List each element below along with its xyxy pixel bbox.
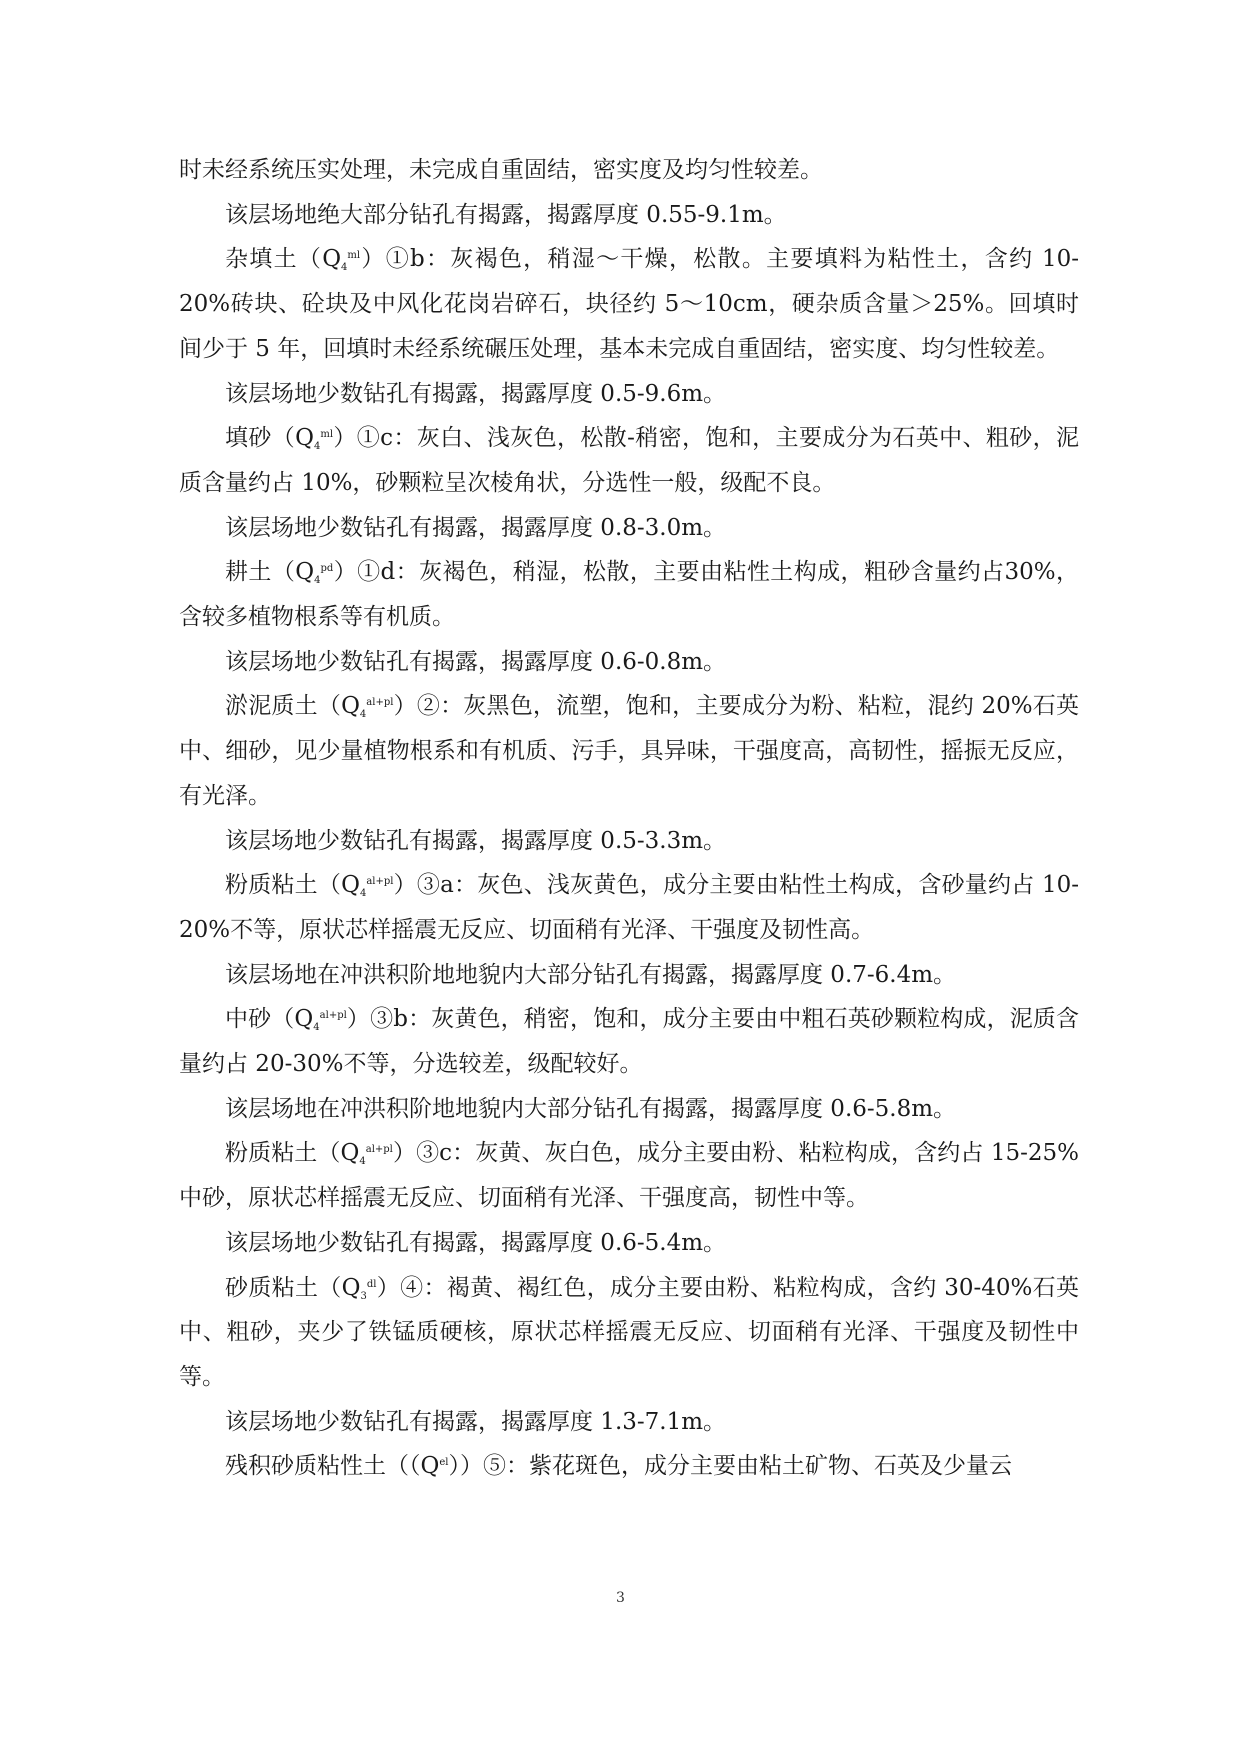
page-number: 3 — [616, 1590, 625, 1606]
paragraph: 时未经系统压实处理，未完成自重固结，密实度及均匀性较差。 — [179, 157, 823, 183]
paragraph: 该层场地少数钻孔有揭露，揭露厚度 0.6-0.8m。 — [225, 648, 727, 675]
stratum-symbol: $Q_4^{ml}$ — [295, 425, 334, 453]
paragraph: 填砂$(Q_4^{ml})①c$：灰白、浅灰色，松散-稍密，饱和，主要成分为石英中、粗砂，泥质含量约占 10%，砂颗粒呈次棱角状，分选性一般，级配不良。 — [179, 425, 1080, 496]
stratum-symbol: $Q^{el}$ — [420, 1453, 449, 1480]
stratum-symbol: $Q_4^{al+pl}$ — [340, 1140, 393, 1168]
paragraph: 该层场地在冲洪积阶地地貌内大部分钻孔有揭露，揭露厚度 0.6-5.8m。 — [225, 1095, 957, 1122]
stratum-symbol: $Q_4^{ml}$ — [322, 246, 361, 274]
paragraph: 淤泥质土$(Q_4^{al+pl})②$：灰黑色，流塑，饱和，主要成分为粉、粘粒，混约 20%石英中、细砂，见少量植物根系和有机质、污手，具异味，干强度高，高韧性，摇振无反应，有光泽。 — [179, 693, 1080, 809]
stratum-symbol: $Q_4^{al+pl}$ — [341, 693, 394, 721]
paragraph: 该层场地绝大部分钻孔有揭露，揭露厚度 0.55-9.1m。 — [225, 201, 787, 228]
paragraph: 该层场地少数钻孔有揭露，揭露厚度 0.6-5.4m。 — [225, 1229, 727, 1256]
paragraph: 中砂$(Q_4^{al+pl})③b$：灰黄色，稍密，饱和，成分主要由中粗石英砂颗粒构成，泥质含量约占 20-30%不等，分选较差，级配较好。 — [179, 1006, 1079, 1078]
paragraph: 该层场地少数钻孔有揭露，揭露厚度 1.3-7.1m。 — [225, 1408, 727, 1435]
stratum-symbol: $Q_4^{al+pl}$ — [341, 872, 394, 900]
paragraph: 该层场地少数钻孔有揭露，揭露厚度 0.5-9.6m。 — [225, 380, 727, 407]
paragraph: 粉质粘土$(Q_4^{al+pl})③c$：灰黄、灰白色，成分主要由粉、粘粒构成，含约占 15-25%中砂，原状芯样摇震无反应、切面稍有光泽、干强度高，韧性中等。 — [179, 1140, 1079, 1212]
stratum-symbol: $Q_3^{dl}$ — [341, 1274, 377, 1302]
paragraph: 粉质粘土$(Q_4^{al+pl})③a$：灰色、浅灰黄色，成分主要由粘性土构成，含砂量约占 10-20%不等，原状芯样摇震无反应、切面稍有光泽、干强度及韧性高。 — [179, 872, 1080, 943]
paragraph: 该层场地少数钻孔有揭露，揭露厚度 0.5-3.3m。 — [225, 827, 727, 854]
paragraph: 该层场地少数钻孔有揭露，揭露厚度 0.8-3.0m。 — [225, 514, 727, 541]
paragraph: 砂质粘土$(Q_3^{dl})④$：褐黄、褐红色，成分主要由粉、粘粒构成，含约 30-40%石英中、粗砂，夹少了铁锰质硬核，原状芯样摇震无反应、切面稍有光泽、干强度及韧性中等。 — [179, 1274, 1079, 1390]
document-body — [179, 148, 1079, 1489]
paragraph: 该层场地在冲洪积阶地地貌内大部分钻孔有揭露，揭露厚度 0.7-6.4m。 — [225, 961, 957, 988]
paragraph: 杂填土$(Q_4^{ml})①b$：灰褐色，稍湿～干燥，松散。主要填料为粘性土，含约 10-20%砖块、砼块及中风化花岗岩碎石，块径约 5～10cm，硬杂质含量＞25%。回填时间少于 5 年，回填时未经系统碾压处理，基本未完成自重固结，密实度、均匀性较差。 — [179, 246, 1080, 362]
paragraph: 残积砂质粘性土$((Q^{el}))⑤$：紫花斑色，成分主要由粘土矿物、石英及少量云 — [225, 1453, 1012, 1480]
stratum-symbol: $Q_4^{al+pl}$ — [294, 1006, 347, 1034]
stratum-symbol: $Q_4^{pd}$ — [295, 559, 334, 587]
paragraph: 耕土$(Q_4^{pd})①d$：灰褐色，稍湿，松散，主要由粘性土构成，粗砂含量约占30%，含较多植物根系等有机质。 — [179, 559, 1079, 631]
